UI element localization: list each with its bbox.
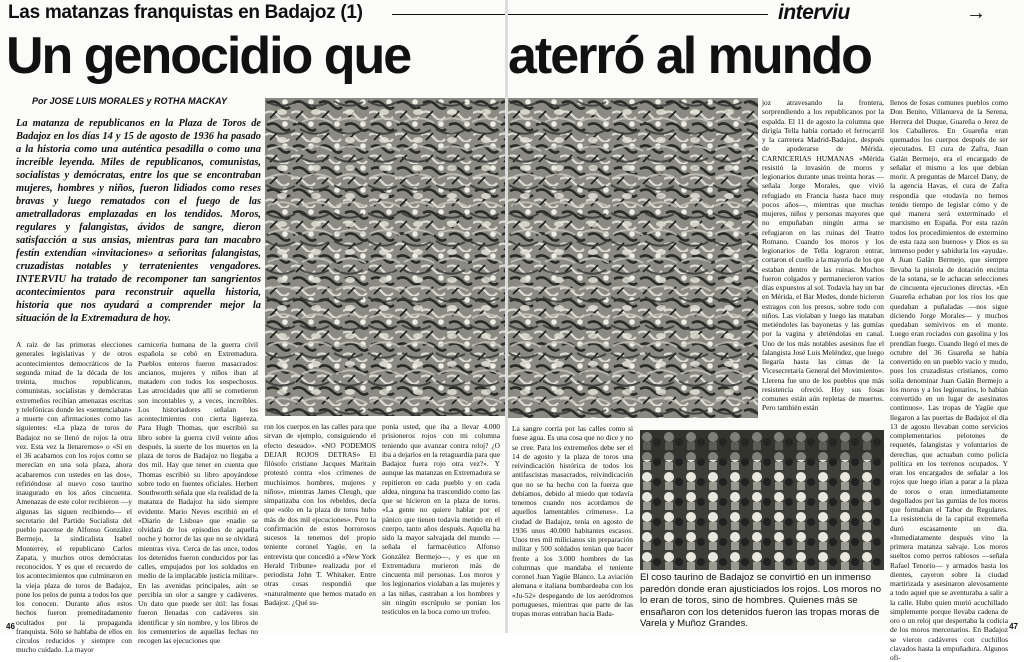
headline-left: Un genocidio que [6,27,411,85]
headline-right: aterró al mundo [508,27,871,85]
bones-photo-left-image [265,98,505,416]
left-column-4-text: ponía usted, que iba a llevar 4.000 prisioneros rojos con mi columna teniendo que avanzar contra reloj? ¿O iba a dejarlos en la retaguardia para que Badajoz fuera rojo otra vez?». Y aunque las matanzas en Extremadura se repitieron en cada pueblo y en cada aldea, ninguna ha trascendido como las que se hicieron en la plaza de toros. «La gente no quiere hablar por el pánico que tienen todavía metido en el cuerpo, tanto años después. Aquella ha sido la mayor salvajada del mundo —señala el farmacéutico Alfonso González Bermejo—, y es que en Extremadura murieron más de cincuenta mil personas. Los moros y los legionarios violaban a las mujeres y a las niñas, castraban a los hombres y sin ningún escrúpulo se ponían los testículos en la boca como un trofeo. [382,422,500,616]
crowd-photo-image [640,430,884,570]
right-column-2-text: joz atravesando la frontera, sorprendiendo a los republicanos por la espalda. El 11 de agosto la columna que dirigía Tella había cortado el ferrocarril y la carretera Madrid-Badajoz, después de apoderarse de Mérida. CARNICERIAS HUMANAS «Mérida resistió la invasión de moros y legionarios durante unas treinta horas —señala Jorge Morales, que vivió refugiado en Francia hasta hace muy pocos años—, mientras que muchas mujeres, niños y personas mayores que no empuñaban ningún arma se refugiaron en las ruinas del Teatro Romano. Cuando los moros y los legionarios de Tella lograron entrar, cortaron el cuello a la mayoría de los que estaban dentro de las ruinas. Muchos fueron colgados y permanecieron varios días expuestos al sol. Todavía hay un bar en Mérida, el Bar Medes, donde hicieron estragos con los presos, sobre todo con niños. Las violaban y luego las mataban metiéndoles las bayonetas y las gumías por la vagina y abriéndolas en canal. Uno de los más notables asesinos fue el falangista José Luis Meléndez, que luego llegaría hasta las cimas de la Vicesecretaría General del Movimiento». Llerena fue uno de los pueblos que más resistencia ofreció. Hoy sus fosas comunes están aún repletas de muertos. Pero también están [762,98,884,413]
lede-paragraph: La matanza de republicanos en la Plaza de Toros de Badajoz en los días 14 y 15 de agosto de 1936 ha pasado a la historia como una auténtica pesadilla o como una increíble leyenda. Miles de republicanos, comunistas, socialistas y demócratas, entre los que se encontraban mujeres, hombres y niños, fueron lidiados como reses bravas y luego rematados con el fuego de las ametralladoras emplazadas en los tendidos. Moros, regulares y falangistas, ávidos de sangre, dieron satisfacción a sus ansias, mientras para tan macabro festín extendían «invitaciones» a señoritas falangistas, cruzadistas notables y terratenientes vengadores. INTERVIU ha tratado de recomponer tan sangrientos acontecimientos para reconstruir aquella historia, historia que nos ayudará a comprender mejor la situación de la Extremadura de hoy. [16,118,261,324]
bones-photo-right [508,98,758,418]
right-column-1 [512,424,633,630]
byline: Por JOSE LUIS MORALES y ROTHA MACKAY [32,96,228,106]
right-column-2 [762,98,884,420]
magazine-brand: interviu [778,1,850,24]
series-kicker: Las matanzas franquistas en Badajoz (1) [8,2,363,23]
photo-caption: El coso taurino de Badajoz se convirtió en un inmenso paredón donde eran ajusticiados los rojos. Los moros no lo eran de toros, sino de hombres. Quienes más se ensañaron con los detenidos fueron las tropas moras de Varela y Muñoz Grandes. [640,572,882,630]
left-page [0,0,505,655]
right-column-3-text: llenos de fosas comunes pueblos como Don Benito, Villanueva de la Serena, Herrera del Duque, Guareña o Jerez de los Caballeros. En Guareña eran quemados los cuerpos después de ser ejecutados. El cura de Zafra, Juan Galán Bermejo, era el encargado de señalar el mismo a los que debían morir. A preguntas de Marcel Dany, de la agencia Havas, el cura de Zafra respondía que «todavía no hemos tenido tiempo de legislar cómo y de qué manera será exterminado el marxismo en España. Por esta razón todos los procedimientos de extermino de esta raza son buenos» y Dios es su inmenso poder y sabiduría los «ayuda». A Juan Galán Bermejo, que siempre llevaba la pistola de dotación encima de la sotana, se le achacan selecciones de cincuenta ejecuciones directas. «En Guareña echaban por los ríos los que quedaban a puñaladas —nos sigue diciendo Jorge Morales— y muchos quedaban semivivos en el monte. Luego eran rociados con gasolina y los prendían fuego. Cuando llegó el mes de octubre del 36 Guareña se había convertido en un pueblo vacío y mudo, pues los cruzadistas cristianos, como solía denominar Juan Galán Bermejo a los moros y a los legionarios, lo habían convertido en un lugar de asesinatos continuos». Las tropas de Yagüe que llegaron a las puertas de Badajoz el día 13 de agosto llevaban como servicios complementarios pelotones de requetés, falangistas y voluntarios de derechas, que actuaban como policía política en los terrenos ocupados. Y eran los encargados de señalar a los rojos que luego irían a parar a la plaza de toros o eran inmediatamente degollados por las gumías de los moros que formaban el Tabor de Regulares. La resistencia de la capital extremeña duró escasamente un día. «Inmediatamente después vino la primera matanza salvaje. Los moros sueltos como perros rabiosos —señala Rafael Tenorio— y armados hasta los dientes, cayeron sobre la ciudad martirizada y asesinaron alevosamente a todo aquel que se aventuraba a salir a la calle. Hubo quien murió acuchillado simplemente porque llevaba cadena de oro o un reloj que despertaba la codicia de los moros mercenarios. En Badajoz se vieron cadáveres con cuchillos clavados hasta la empuñadura. Algunos ofi- [890,98,1008,662]
left-column-2-text: carnicería humana de la guerra civil española se cebó en Extremadura. Pueblos enteros fueron masacrados: ancianos, mujeres y niños iban al matadero con todos los sospechosos. Las atrocidades que allí se cometieron son incontables y, a veces, increíbles. Los historiadores señalan los acontecimientos con cierta ligereza. Para Hugh Thomas, que escribió su libro sobre la guerra civil veinte años después, la suerte de los muertos en la plaza de toros de Badajoz no llegaba a dos mil. Hay que tener en cuenta que Thomas escribió su libro apoyándose sobre todo en fuentes oficiales. Herbert Southworth señala que «la realidad de la matanza de Badajoz ha sido siempre evidente. Mario Neves escribió en el «Diario de Lisboa» que «nadie se olvidará de los episodios de aquella noche y horror de las que no se olvidará mientras viva. Cerca de las once, todos los detenidos fueron conducidos por las calles, empujados por los soldados en medio de la implacable justicia militar». En las avenidas principales, aún se percibía un olor a sangre y cadáveres. Un dato que puede ser útil: las fosas fueron llenadas con cadáveres sin identificar y sin nombre, y los libros de los cementerios de aquellas fechas no recogen las ejecuciones que [138,340,258,645]
right-page [508,0,1024,662]
kicker-rule [392,14,505,15]
left-column-3-text: ron los cuerpos en las calles para que sirvan de ejemplo, consiguiendo el efecto deseado». «NO PODEMOS DEJAR ROJOS DETRAS» El filósofo cristiano Jacques Maritain protestó contra «los crímenes de muchísimos hombres, mujeres y niños», mientras James Cleugh, que simpatizaba con los rebeldes, decía que «sólo en la plaza de toros hubo más de dos mil ejecuciones». Pero la confirmación de estos horrorosos sucesos la tenemos del propio teniente coronel Yagüe, en la entrevista que concedió a «New York Herald Tribune» realizada por el periodista John T. Whitaker. Entre otras cosas respondió que «naturalmente que hemos matado en Badajoz. ¿Qué su- [264,422,376,607]
brand-rule [508,14,768,15]
left-column-2 [138,340,258,645]
arrow-right-icon: → [966,2,986,24]
right-column-1-text: La sangre corría por las calles como si fuese agua. Es una cosa que no dice y no se cree. Para los extremeños debe ser el 14 de agosto y la plaza de toros una reivindicación histórica de todos los antifascistas masacrados, reivindicación que no se ha hecho con la fuerza que debíamos, debido al miedo que todavía tenemos cuando nos acordamos de aquellos lamentables crímenes». La ciudad de Badajoz, tenía en agosto de 1936 unos 40.000 habitantes escasos. Unos tres mil milicianos sin preparación militar y 500 soldados tenían que hacer frente a los 3.000 hombres de las columnas que mandaba el teniente coronel Juan Yagüe Blanco. La aviación alemana e italiana bombardeaba con los «Ju-52» despegando de los aeródromos portugueses, mientras que parte de las tropas moras entraban hacia Bada- [512,424,633,618]
bones-photo-left [265,98,505,416]
left-column-1-text: A raíz de las primeras elecciones generales legislativas y de otros acontecimientos democráticos de la segunda mitad de la década de los treinta, muchos republicanos, comunistas, socialistas y demócratas extremeños recibían amenazas escritas y telefónicas donde les «sentenciaban» a muerte con afirmaciones como las siguientes: «La plaza de toros de Badajoz no se llenó de rojos la otra vez. Esta vez la llenaremos» o «Si en el 36 acabamos con los rojos como se merecían en una sola plaza, ahora acabaremos con ustedes en las dos», refiriéndose al nuevo coso taurino inaugurado en los años cincuenta. Amenazas de este color recibieron —y algunas las siguen recibiendo— el secretario del Partido Socialista del pueblo pacense de Alfonso González Bermejo, la sindicalista Isabel Monterrey, el republicano Carlos Zapata, y muchos otros demócratas reconocidos. Y es que el recuerdo de los acontecimientos que culminaron en la vieja plaza de toros de Badajoz, pone los pelos de punta a todos los que los conocen. Durante años estos hechos fueron premeditadamente ocultados por la propaganda franquista. Sólo se hablaba de ellos en círculos reducidos y siempre con mucho cuidado. La mayor [16,340,132,655]
left-column-4 [382,422,500,626]
crowd-photo [640,430,884,570]
right-column-3 [890,98,1008,662]
page-number-left: 46 [6,622,15,631]
bones-photo-right-image [508,98,758,418]
left-column-1 [16,340,132,655]
left-column-3 [264,422,376,626]
page-number-right: 47 [1009,622,1018,631]
